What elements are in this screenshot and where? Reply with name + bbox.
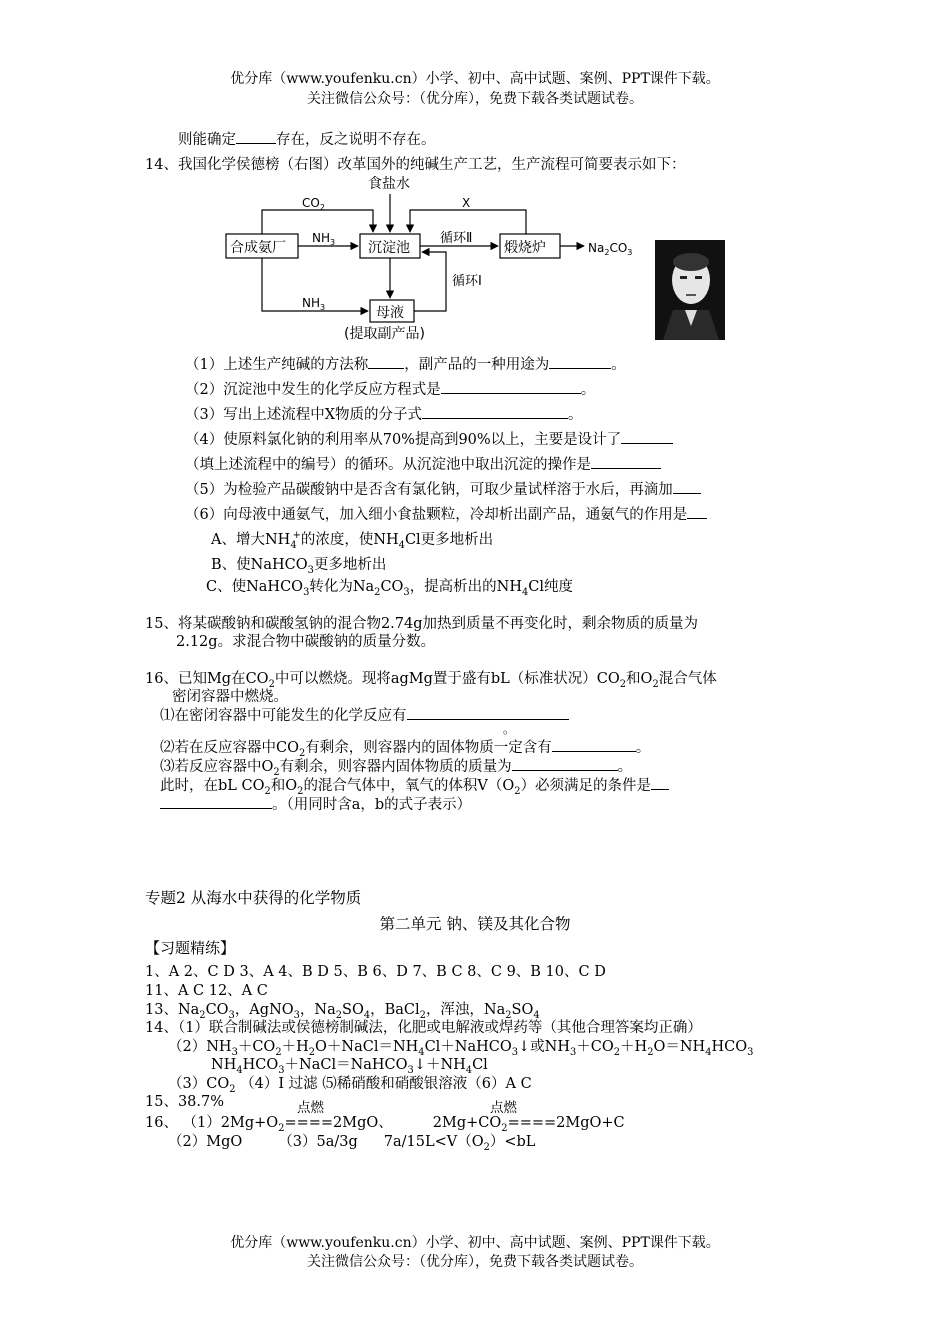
q16-s4: 此时，在bL $CO_2$和$O_2$的混合气体中，氧气的体积$V(O_2)$必须满足的条件是 <box>160 774 669 797</box>
x-label: X <box>462 196 471 210</box>
q16-s2: ⑵若在反应容器中$CO_2$有剩余，则容器内的固体物质一定含有 。 <box>160 736 650 759</box>
answer-blank[interactable] <box>549 353 611 369</box>
cycle-1-arrow <box>414 252 446 311</box>
portrait-icon <box>655 240 725 340</box>
answer-13: 13、$Na_2CO_3$，AgNO$_3$，$Na_2SO_4$，BaCl$_2$，浑浊，$Na_2SO_4$ <box>145 1002 540 1021</box>
footer-line-2: 关注微信公众号：（优分库），免费下载各类试题试卷。 <box>307 1254 643 1270</box>
answer-blank[interactable] <box>651 774 669 790</box>
q13-tail: 则能确定 存在，反之说明不存在。 <box>178 128 436 149</box>
process-flow-diagram <box>218 170 658 350</box>
footer-line-1: 优分库（www.youfenku.cn）小学、初中、高中试题、案例、PPT课件下载。 <box>230 1235 720 1251</box>
q15-line-1: 15、将某碳酸钠和碳酸氢钠的混合物2.74g加热到质量不再变化时，剩余物质的质量为 <box>145 616 699 632</box>
byproduct-label: (提取副产品) <box>344 326 425 342</box>
q14-option-c: C、使NaHCO$_3$转化为$Na_2CO_3$，提高析出的$NH_4Cl$纯度 <box>206 579 574 598</box>
q14-p4b: （填上述流程中的编号）的循环。从沉淀池中取出沉淀的操作是 <box>185 453 661 474</box>
co2-label: $CO_2$ <box>302 196 325 212</box>
q16-s5: 。（用同时含a，b的式子表示） <box>160 793 471 814</box>
q14-p4a: （4）使原料氯化钠的利用率从70%提高到90%以上，主要是设计了 <box>185 428 673 449</box>
salt-water-label: 食盐水 <box>368 176 410 192</box>
answer-blank[interactable] <box>621 428 673 444</box>
ammonia-plant-label: 合成氨厂 <box>230 240 286 256</box>
nh3-bottom-label: $NH_3$ <box>302 296 326 312</box>
nh3-top-label: $NH_3$ <box>312 231 336 247</box>
answer-16-1: 16、 $(1)2Mg+O_2====2MgO$、 $2Mg+CO_2====2MgO+C$ <box>145 1115 625 1134</box>
cycle-2-label: 循环Ⅱ <box>440 231 473 246</box>
section-title: 【习题精练】 <box>145 939 236 957</box>
answers-1-10: 1、A 2、C D 3、A 4、B D 5、B 6、D 7、B C 8、C 9、B 10、C D <box>145 964 606 980</box>
q16-line-1: 16、已知Mg在$CO_2$中可以燃烧。现将agMg置于盛有bL（标准状况）$CO_2$和$O_2$混合气体 <box>145 671 717 690</box>
na2co3-label: $Na_2CO_3$ <box>588 241 633 257</box>
q14-stem: 14、我国化学侯德榜（右图）改革国外的纯碱生产工艺，生产流程可简要表示如下： <box>145 157 686 173</box>
answers-11-12: 11、A C 12、A C <box>145 983 268 999</box>
furnace-label: 煅烧炉 <box>504 240 546 256</box>
q15-line-2: 2.12g。求混合物中碳酸钠的质量分数。 <box>176 634 436 650</box>
answer-blank[interactable] <box>552 736 636 752</box>
unit-title: 第二单元 钠、镁及其化合物 <box>379 915 571 933</box>
answer-blank[interactable] <box>422 403 568 419</box>
q14-p5: （5）为检验产品碳酸钠中是否含有氯化钠，可取少量试样溶于水后，再滴加 <box>185 478 701 499</box>
answer-blank[interactable] <box>441 378 581 394</box>
q14-option-a: A、增大$NH_4^+$的浓度，使$NH_4Cl$更多地析出 <box>211 530 494 551</box>
answer-blank[interactable] <box>687 503 707 519</box>
answer-14-3: $NH_4HCO_3+NaCl=NaHCO_3↓+NH_4Cl$ <box>211 1057 488 1076</box>
answer-14-2: $(2)NH_3+CO_2+H_2O+NaCl=NH_4Cl+NaHCO_3↓$或$NH_3+CO_2+H_2O=NH_4HCO_3$ <box>168 1039 754 1058</box>
q14-p2: （2）沉淀池中发生的化学反应方程式是 。 <box>185 378 595 399</box>
answer-14-4: $(3)CO_2$ （4）Ⅰ 过滤 ⑸稀硝酸和硝酸银溶液（6）A C <box>168 1076 532 1095</box>
q16-s3: ⑶若反应容器中$O_2$有剩余，则容器内固体物质的质量为 。 <box>160 755 632 778</box>
q14-p3: （3）写出上述流程中X物质的分子式 。 <box>185 403 583 424</box>
answer-blank[interactable] <box>673 478 701 494</box>
answer-blank[interactable] <box>591 453 661 469</box>
answer-blank[interactable] <box>368 353 404 369</box>
q14-p6: （6）向母液中通氨气，加入细小食盐颗粒，冷却析出副产品，通氨气的作用是 <box>185 503 707 524</box>
header-line-2: 关注微信公众号：（优分库），免费下载各类试题试卷。 <box>307 91 643 107</box>
q16-s1: ⑴在密闭容器中可能发生的化学反应有 <box>160 704 569 725</box>
answer-blank[interactable] <box>512 755 618 771</box>
q14-p1: （1）上述生产纯碱的方法称 ，副产品的一种用途为 。 <box>185 353 626 374</box>
q14-option-b: B、使NaHCO$_3$更多地析出 <box>211 557 387 576</box>
q16-s1-end: 。 <box>503 722 516 736</box>
answer-16-2: （2）MgO （3）5a/3g $7a/15L<V(O_2)<bL$ <box>168 1134 536 1153</box>
portrait-photo <box>655 240 725 340</box>
cycle-1-label: 循环Ⅰ <box>452 274 482 289</box>
header-line-1: 优分库（www.youfenku.cn）小学、初中、高中试题、案例、PPT课件下载。 <box>230 71 720 87</box>
q16-line-2: 密闭容器中燃烧。 <box>172 689 288 705</box>
answer-15: 15、38.7% <box>145 1094 225 1110</box>
ignite-label-1: 点燃 <box>297 1100 324 1116</box>
answer-blank[interactable] <box>407 704 569 720</box>
answer-blank[interactable] <box>160 793 272 809</box>
answer-blank[interactable] <box>236 128 276 144</box>
ignite-label-2: 点燃 <box>490 1100 517 1116</box>
topic-title: 专题2 从海水中获得的化学物质 <box>145 889 362 907</box>
mother-liquor-label: 母液 <box>376 305 404 321</box>
answer-14-1: 14、（1）联合制碱法或侯德榜制碱法，化肥或电解液或焊药等（其他合理答案均正确） <box>145 1020 702 1036</box>
tank-label: 沉淀池 <box>368 240 410 256</box>
